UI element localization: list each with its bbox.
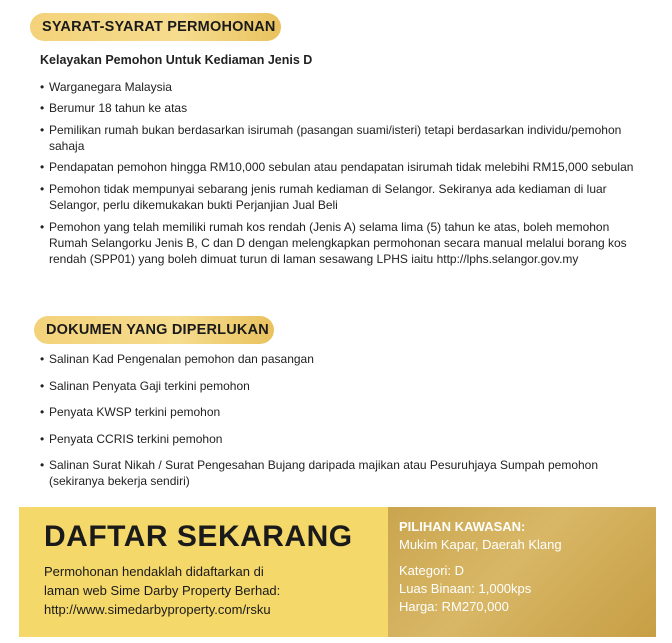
daftar-text bbox=[44, 562, 374, 619]
list-item bbox=[40, 181, 640, 213]
list-item-text: Pemohon tidak mempunyai sebarang jenis rumah kediaman di Selangor. Sekiranya ada kediaman di luar Selangor, perlu dikemukakan bukti Perjanjian Jual Beli bbox=[49, 182, 607, 212]
bullet-icon: • bbox=[40, 123, 45, 137]
bullet-icon: • bbox=[40, 80, 45, 94]
bullet-icon: • bbox=[40, 458, 45, 472]
bullet-icon: • bbox=[40, 431, 45, 446]
bullet-icon: • bbox=[40, 101, 45, 115]
list-item-text: Salinan Penyata Gaji terkini pemohon bbox=[49, 378, 250, 393]
list-item-text: Salinan Surat Nikah / Surat Pengesahan Bujang daripada majikan atau Pesuruhjaya Sumpah pemohon (sekiranya bekerja sendiri) bbox=[49, 458, 599, 488]
list-item bbox=[40, 122, 640, 154]
list-item-text: Pendapatan pemohon hingga RM10,000 sebulan atau pendapatan isirumah tidak melebihi RM15,000 sebulan bbox=[49, 160, 634, 174]
syarat-subheading: Kelayakan Pemohon Untuk Kediaman Jenis D bbox=[40, 53, 313, 67]
syarat-list bbox=[40, 79, 640, 267]
list-item bbox=[40, 457, 640, 489]
list-item-text: Pemilikan rumah bukan berdasarkan isirumah (pasangan suami/isteri) tetapi berdasarkan individu/pemohon sahaja bbox=[49, 123, 622, 153]
list-item bbox=[40, 404, 640, 420]
syarat-heading: SYARAT-SYARAT PERMOHONAN bbox=[30, 13, 281, 41]
bullet-icon: • bbox=[40, 182, 45, 196]
list-item bbox=[40, 431, 640, 447]
bullet-icon: • bbox=[40, 378, 45, 393]
list-item bbox=[40, 219, 640, 267]
kawasan-luas: Luas Binaan: 1,000kps bbox=[399, 581, 532, 596]
kawasan-label: PILIHAN KAWASAN: bbox=[399, 519, 526, 534]
daftar-url[interactable]: http://www.simedarbyproperty.com/rsku bbox=[44, 602, 271, 617]
daftar-line: Permohonan hendaklah didaftarkan di bbox=[44, 564, 264, 579]
kawasan-details bbox=[399, 518, 649, 616]
list-item-text: Pemohon yang telah memiliki rumah kos rendah (Jenis A) selama lima (5) tahun ke atas, boleh memohon Rumah Selangorku Jenis B, C dan D dengan melengkapkan permohonan secara manual melalui borang kos rendah (SPP01) yang boleh dimuat turun di laman sesawang LPHS iaitu http://lphs.selangor.gov.my bbox=[49, 220, 627, 266]
list-item bbox=[40, 159, 640, 175]
list-item-text: Salinan Kad Pengenalan pemohon dan pasangan bbox=[49, 352, 314, 366]
dokumen-heading: DOKUMEN YANG DIPERLUKAN bbox=[34, 316, 274, 344]
kawasan-harga: Harga: RM270,000 bbox=[399, 599, 509, 614]
list-item bbox=[40, 79, 640, 95]
list-item bbox=[40, 351, 640, 367]
daftar-title: DAFTAR SEKARANG bbox=[44, 520, 353, 553]
bullet-icon: • bbox=[40, 352, 45, 366]
list-item bbox=[40, 378, 640, 394]
list-item-text: Penyata KWSP terkini pemohon bbox=[49, 405, 221, 419]
kawasan-kategori: Kategori: D bbox=[399, 563, 465, 578]
list-item-text: Penyata CCRIS terkini pemohon bbox=[49, 431, 223, 446]
list-item-text: Warganegara Malaysia bbox=[49, 80, 172, 94]
list-item-text: Berumur 18 tahun ke atas bbox=[49, 101, 188, 115]
spacer bbox=[399, 554, 649, 562]
bullet-icon: • bbox=[40, 160, 45, 174]
list-item bbox=[40, 100, 640, 116]
dokumen-list bbox=[40, 351, 640, 500]
bullet-icon: • bbox=[40, 405, 45, 419]
kawasan-location: Mukim Kapar, Daerah Klang bbox=[399, 537, 562, 552]
bullet-icon: • bbox=[40, 220, 45, 234]
daftar-line: laman web Sime Darby Property Berhad: bbox=[44, 583, 281, 598]
